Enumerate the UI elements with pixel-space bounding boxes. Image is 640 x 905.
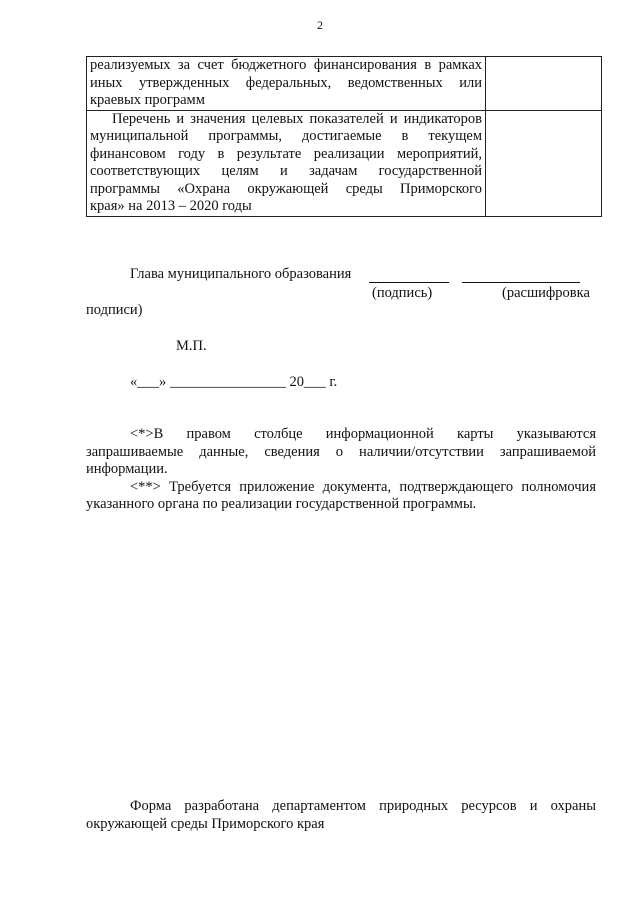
table-row [87,57,602,111]
table-text-line: муниципальной программы, достигаемые в текущем [90,128,482,144]
table-text-line: края» на 2013 – 2020 годы [90,198,252,214]
decoding-caption-continued: подписи) [86,302,143,318]
signature-caption: (подпись) [372,285,433,301]
table-row [87,110,602,216]
table-text-line: соответствующих целям и задачам государственной [90,163,482,179]
stamp-place: М.П. [176,338,207,354]
date-line: «___» ________________ 20___ г. [130,374,338,390]
table-text-line: программы «Охрана окружающей среды Приморского [90,180,482,197]
table-text-line: краевых программ [90,92,205,108]
information-card-table [86,56,602,217]
signature-line [369,270,449,283]
table-row-label [87,110,486,216]
table-row-label [87,57,486,111]
form-author-note [86,798,596,833]
footnotes [86,426,596,514]
decoding-caption: (расшифровка [502,285,590,301]
table-row-value [486,57,602,111]
table-text-line: Перечень и значения целевых показателей и индикаторов [112,110,482,127]
signature-label: Глава муниципального образования [130,266,352,282]
table-text-line: реализуемых за счет бюджетного финансирования в рамках [90,57,482,73]
signature-decoding-line [462,270,580,283]
table-text-line: финансовом году в результате реализации мероприятий, [90,145,482,162]
footer-text: Форма разработана департаментом природных ресурсов и охраны окружающей среды Приморского края [86,798,596,832]
footnote: <*>В правом столбце информационной карты указываются запрашиваемые данные, сведения о наличии/отсутствии запрашиваемой информации. [86,426,596,477]
table-row-value [486,110,602,216]
footnote: <**> Требуется приложение документа, подтверждающего полномочия указанного органа по реализации государственной программы. [86,478,596,512]
table-text-line: иных утвержденных федеральных, ведомственных или [90,74,482,91]
page-number: 2 [317,18,323,32]
